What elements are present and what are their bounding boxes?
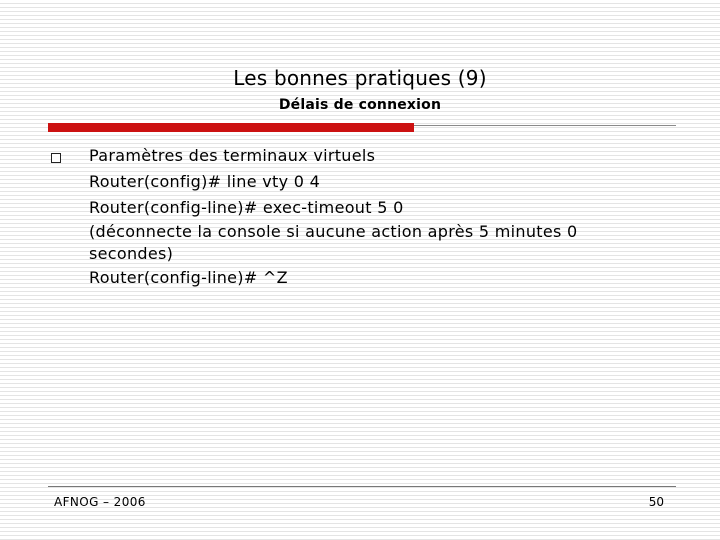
slide-title: Les bonnes pratiques (9)	[233, 66, 487, 90]
command-line: Router(config)# line vty 0 4	[89, 172, 321, 191]
command-note: (déconnecte la console si aucune action après 5 minutes 0 secondes)	[89, 222, 578, 263]
bullet-heading: Paramètres des terminaux virtuels	[89, 146, 376, 165]
footer-rule	[48, 486, 676, 487]
command-line: Router(config-line)# ^Z	[89, 268, 288, 287]
square-bullet-icon	[51, 153, 61, 163]
footer-label: AFNOG – 2006	[54, 495, 146, 509]
command-line: Router(config-line)# exec-timeout 5 0	[89, 198, 404, 217]
page-number: 50	[648, 495, 664, 509]
bullet-content	[89, 143, 649, 291]
title-rule	[414, 125, 676, 126]
slide-subtitle: Délais de connexion	[278, 97, 442, 113]
accent-bar	[48, 123, 414, 132]
